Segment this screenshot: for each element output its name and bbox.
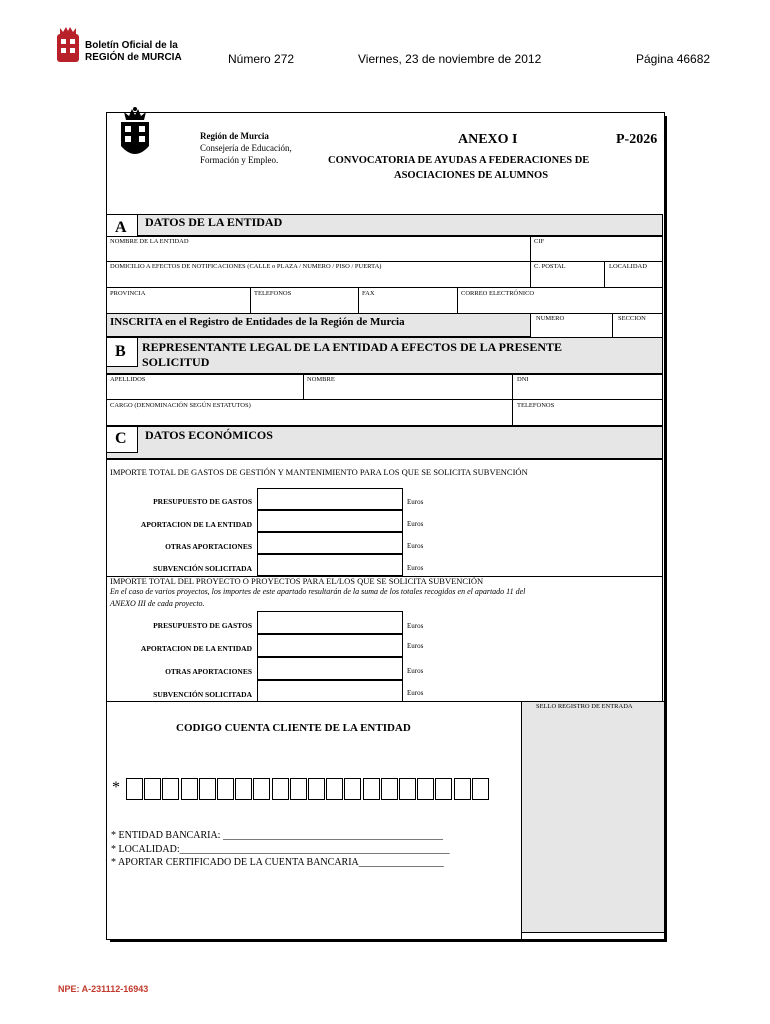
row1-contribution-label: APORTACION DE LA ENTIDAD: [140, 520, 252, 529]
row1-budget-unit: Euros: [407, 498, 424, 506]
row1-requested-unit: Euros: [407, 564, 424, 572]
form-code: P-2026: [616, 132, 658, 147]
row2-other-unit: Euros: [407, 667, 424, 675]
page-number: Página 46682: [636, 52, 711, 66]
org-dept-line1: Consejería de Educación,: [200, 143, 292, 153]
bank-certificate-line: * APORTAR CERTIFICADO DE LA CUENTA BANCARIA_________________: [111, 857, 444, 868]
bank-locality-line: * LOCALIDAD:______________________________________________________: [111, 844, 450, 855]
account-digit-box[interactable]: [235, 778, 252, 800]
registry-stamp-label: SELLO REGISTRO DE ENTRADA: [536, 703, 633, 710]
org-name: Región de Murcia: [200, 131, 269, 141]
logo-line2: REGIÓN de MURCIA: [85, 52, 182, 63]
account-digit-box[interactable]: [399, 778, 416, 800]
fax-label: FAX: [362, 290, 375, 297]
section-b-letter: B: [115, 343, 126, 360]
row1-budget-input[interactable]: [257, 488, 403, 510]
bank-name-line: * ENTIDAD BANCARIA: ____________________________________________: [111, 830, 443, 841]
account-digit-box[interactable]: [363, 778, 380, 800]
dni-label: DNI: [517, 376, 529, 383]
rep-phones-label: TELEFONOS: [517, 402, 555, 409]
bulletin-logo: [56, 26, 196, 66]
cif-field[interactable]: [530, 236, 663, 262]
account-digit-box[interactable]: [253, 778, 270, 800]
issue-date: Viernes, 23 de noviembre de 2012: [358, 52, 542, 66]
account-digit-box[interactable]: [344, 778, 361, 800]
project-note-line1: En el caso de varios proyectos, los importes de este apartado resultarán de la suma de los totales recogidos en el apartado 11 del: [110, 587, 526, 596]
account-digit-box[interactable]: [199, 778, 216, 800]
murcia-crest-icon: [56, 26, 80, 64]
cif-label: CIF: [534, 238, 545, 245]
row2-requested-label: SUBVENCIÓN SOLICITADA: [153, 690, 252, 699]
region-crest-icon: [118, 106, 152, 162]
section-a-letter: A: [115, 219, 127, 236]
row1-other-unit: Euros: [407, 542, 424, 550]
locality-label: LOCALIDAD: [609, 263, 647, 270]
registry-stamp-area[interactable]: [521, 701, 665, 933]
bank-block: [106, 701, 522, 940]
dni-field[interactable]: [512, 374, 663, 400]
account-digit-box[interactable]: [381, 778, 398, 800]
section-b-title-line2: SOLICITUD: [142, 355, 210, 369]
row2-other-input[interactable]: [257, 657, 403, 680]
bank-title: CODIGO CUENTA CLIENTE DE LA ENTIDAD: [176, 722, 411, 734]
account-digit-box[interactable]: [454, 778, 471, 800]
npe-code: NPE: A-231112-16943: [58, 984, 149, 994]
registry-text: INSCRITA en el Registro de Entidades de la Región de Murcia: [110, 316, 405, 328]
row2-contribution-label: APORTACION DE LA ENTIDAD: [140, 644, 252, 653]
account-digits: [126, 778, 508, 802]
row2-contribution-unit: Euros: [407, 642, 424, 650]
registry-section-label: SECCION: [618, 315, 646, 322]
row2-budget-label: PRESUPUESTO DE GASTOS: [153, 621, 252, 630]
account-digit-box[interactable]: [290, 778, 307, 800]
account-digit-box[interactable]: [144, 778, 161, 800]
management-costs-heading: IMPORTE TOTAL DE GASTOS DE GESTIÓN Y MANTENIMIENTO PARA LOS QUE SE SOLICITA SUBVENCIÓN: [110, 467, 528, 477]
org-dept-line2: Formación y Empleo.: [200, 155, 279, 165]
account-digit-box[interactable]: [417, 778, 434, 800]
form-frame-shadow-right: [665, 116, 667, 942]
email-label: CORREO ELECTRÓNICO: [461, 290, 535, 297]
row1-contribution-input[interactable]: [257, 510, 403, 532]
account-digit-box[interactable]: [435, 778, 452, 800]
position-label: CARGO (DENOMINACIÓN SEGÚN ESTATUTOS): [110, 402, 251, 409]
row1-other-label: OTRAS APORTACIONES: [165, 542, 252, 551]
postal-code-label: C. POSTAL: [534, 263, 566, 270]
account-digit-box[interactable]: [272, 778, 289, 800]
section-a-title: DATOS DE LA ENTIDAD: [145, 215, 283, 229]
account-digit-box[interactable]: [162, 778, 179, 800]
annex-title: ANEXO I: [458, 132, 518, 147]
project-note-line2: ANEXO III de cada proyecto.: [110, 599, 205, 608]
row1-requested-input[interactable]: [257, 554, 403, 576]
row2-requested-unit: Euros: [407, 689, 424, 697]
account-digit-box[interactable]: [181, 778, 198, 800]
row2-budget-unit: Euros: [407, 622, 424, 630]
entity-name-label: NOMBRE DE LA ENTIDAD: [110, 238, 189, 245]
logo-line1: Boletín Oficial de la: [85, 40, 178, 51]
row1-requested-label: SUBVENCIÓN SOLICITADA: [153, 564, 252, 573]
phones-label: TELEFONOS: [254, 290, 292, 297]
row1-budget-label: PRESUPUESTO DE GASTOS: [153, 497, 252, 506]
issue-number: Número 272: [228, 52, 295, 66]
row2-requested-input[interactable]: [257, 680, 403, 702]
form-title-line2: ASOCIACIONES DE ALUMNOS: [394, 170, 549, 181]
rep-name-label: NOMBRE: [307, 376, 335, 383]
row2-other-label: OTRAS APORTACIONES: [165, 667, 252, 676]
account-digit-box[interactable]: [126, 778, 143, 800]
surname-label: APELLIDOS: [110, 376, 146, 383]
account-digit-box[interactable]: [217, 778, 234, 800]
row1-contribution-unit: Euros: [407, 520, 424, 528]
account-digit-box[interactable]: [472, 778, 489, 800]
registry-number-label: NUMERO: [536, 315, 565, 322]
form-title-line1: CONVOCATORIA DE AYUDAS A FEDERACIONES DE: [328, 155, 590, 166]
section-c-letter: C: [115, 430, 127, 447]
row2-contribution-input[interactable]: [257, 634, 403, 657]
row2-budget-input[interactable]: [257, 611, 403, 634]
account-asterisk: *: [112, 779, 120, 796]
section-c-title: DATOS ECONÓMICOS: [145, 428, 273, 442]
address-label: DOMICILIO A EFECTOS DE NOTIFICACIONES (CALLE o PLAZA / NUMERO / PISO / PUERTA): [110, 263, 382, 270]
province-label: PROVINCIA: [110, 290, 146, 297]
account-digit-box[interactable]: [308, 778, 325, 800]
form-frame-shadow-bottom: [110, 940, 667, 942]
section-b-title-line1: REPRESENTANTE LEGAL DE LA ENTIDAD A EFECTOS DE LA PRESENTE: [142, 340, 563, 354]
account-digit-box[interactable]: [326, 778, 343, 800]
row1-other-input[interactable]: [257, 532, 403, 554]
project-costs-heading: IMPORTE TOTAL DEL PROYECTO O PROYECTOS PARA EL/LOS QUE SE SOLICITA SUBVENCIÓN: [110, 576, 484, 586]
